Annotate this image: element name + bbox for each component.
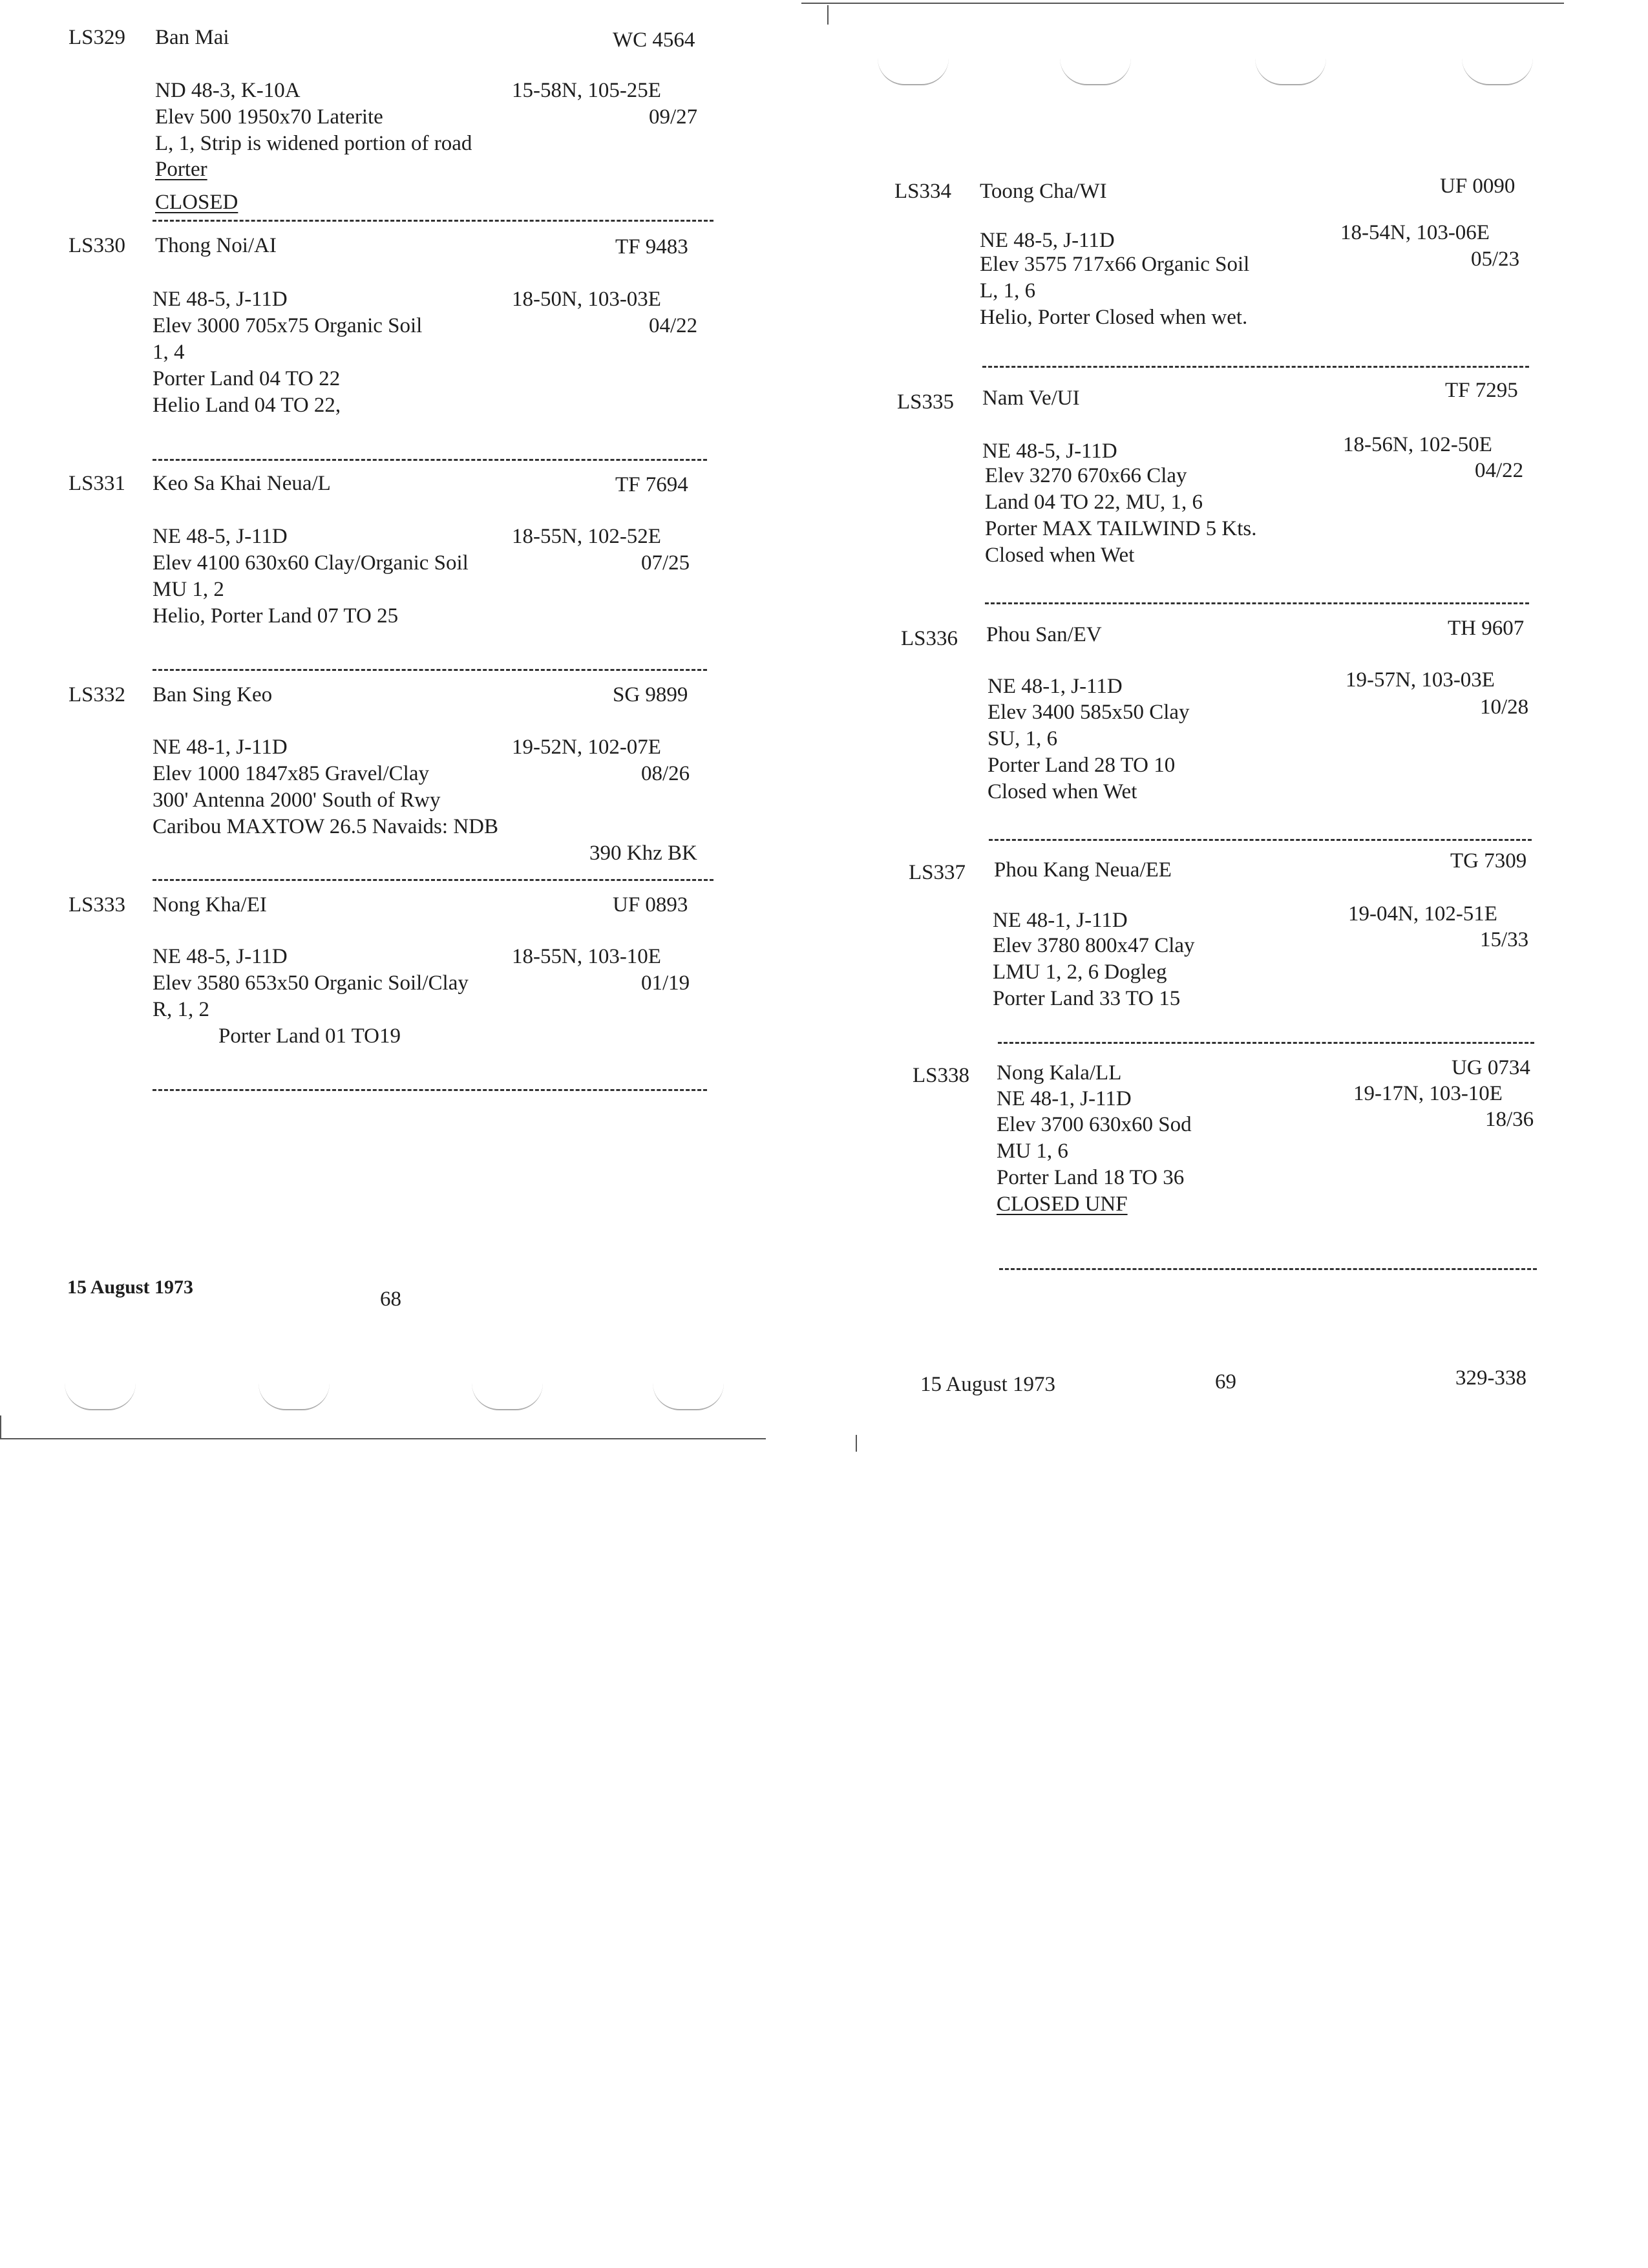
site-id: LS329: [69, 26, 126, 49]
site-id: LS336: [901, 627, 958, 650]
grid-reference: UG 0734: [1452, 1056, 1530, 1079]
map-sheet: ND 48-3, K-10A: [155, 79, 301, 102]
coordinates: 15-58N, 105-25E: [512, 79, 661, 102]
coordinates: 19-17N, 103-10E: [1353, 1082, 1503, 1105]
map-sheet: NE 48-5, J-11D: [153, 945, 288, 968]
remarks: 1, 4: [153, 341, 185, 364]
status: Closed when Wet: [988, 780, 1137, 803]
punch-hole-mark: [1462, 58, 1533, 85]
remarks: MU 1, 6: [997, 1139, 1068, 1163]
elevation-dimensions: Elev 3700 630x60 Sod: [997, 1113, 1192, 1136]
site-name: Nong Kala/LL: [997, 1061, 1122, 1085]
grid-reference: UF 0090: [1440, 175, 1516, 198]
runway-heading: 04/22: [649, 314, 698, 337]
grid-reference: TF 7694: [615, 473, 688, 496]
page-range: 329-338: [1455, 1366, 1527, 1390]
site-name: Phou Kang Neua/EE: [994, 858, 1172, 882]
separator: [985, 602, 1529, 604]
separator: [998, 1042, 1534, 1044]
site-id: LS337: [909, 861, 966, 884]
remarks: SU, 1, 6: [988, 727, 1058, 750]
page-edge-line: [801, 3, 1564, 4]
page-edge-line: [827, 5, 829, 25]
punch-hole-mark: [259, 1383, 330, 1410]
runway-heading: 10/28: [1480, 695, 1529, 719]
page-edge-line: [0, 1438, 766, 1439]
separator: [153, 669, 707, 671]
map-sheet: NE 48-1, J-11D: [153, 736, 288, 759]
site-name: Keo Sa Khai Neua/L: [153, 472, 331, 495]
runway-heading: 18/36: [1485, 1108, 1534, 1131]
page-edge-line: [856, 1435, 857, 1452]
punch-hole-mark: [653, 1383, 724, 1410]
remarks: LMU 1, 2, 6 Dogleg: [993, 960, 1167, 984]
site-name: Phou San/EV: [986, 623, 1102, 646]
runway-heading: 04/22: [1475, 459, 1524, 482]
aircraft-landing: Porter Land 04 TO 22: [153, 367, 341, 390]
navaid-frequency: 390 Khz BK: [589, 842, 697, 865]
elevation-dimensions: Elev 3270 670x66 Clay: [985, 464, 1187, 487]
punch-hole-mark: [1060, 58, 1131, 85]
remarks: R, 1, 2: [153, 998, 210, 1021]
site-name: Thong Noi/AI: [155, 234, 277, 257]
grid-reference: TF 9483: [615, 235, 688, 259]
coordinates: 19-57N, 103-03E: [1346, 668, 1495, 692]
site-id: LS338: [913, 1064, 970, 1087]
separator: [153, 879, 713, 881]
coordinates: 18-50N, 103-03E: [512, 288, 661, 311]
grid-reference: WC 4564: [613, 28, 695, 52]
map-sheet: NE 48-5, J-11D: [153, 525, 288, 548]
coordinates: 18-55N, 102-52E: [512, 525, 661, 548]
aircraft-landing: Helio, Porter Land 07 TO 25: [153, 604, 399, 628]
grid-reference: TH 9607: [1448, 617, 1525, 640]
coordinates: 18-56N, 102-50E: [1343, 433, 1492, 456]
site-name: Nong Kha/EI: [153, 893, 267, 917]
remarks: L, 1, 6: [980, 279, 1036, 302]
punch-hole-mark: [878, 58, 949, 85]
site-name: Ban Mai: [155, 26, 229, 49]
separator: [982, 366, 1529, 368]
coordinates: 19-04N, 102-51E: [1348, 902, 1497, 926]
separator: [999, 1268, 1537, 1270]
runway-heading: 07/25: [641, 551, 690, 575]
punch-hole-mark: [472, 1383, 543, 1410]
aircraft-landing: Porter Land 01 TO19: [218, 1024, 401, 1048]
elevation-dimensions: Elev 3580 653x50 Organic Soil/Clay: [153, 971, 469, 995]
page-number: 69: [1215, 1370, 1236, 1394]
grid-reference: TF 7295: [1445, 379, 1518, 402]
grid-reference: TG 7309: [1450, 849, 1527, 873]
page-number: 68: [380, 1288, 401, 1311]
separator: [989, 839, 1532, 841]
punch-hole-mark: [65, 1383, 136, 1410]
status: Closed when Wet: [985, 544, 1135, 567]
coordinates: 18-54N, 103-06E: [1340, 221, 1490, 244]
elevation-dimensions: Elev 4100 630x60 Clay/Organic Soil: [153, 551, 469, 575]
page-edge-line: [0, 1415, 1, 1439]
site-name: Nam Ve/UI: [982, 387, 1080, 410]
grid-reference: SG 9899: [613, 683, 688, 706]
runway-heading: 05/23: [1471, 248, 1520, 271]
separator: [153, 1089, 707, 1091]
map-sheet: NE 48-5, J-11D: [980, 229, 1115, 252]
aircraft-landing: Porter Land 33 TO 15: [993, 987, 1181, 1010]
remarks: Land 04 TO 22, MU, 1, 6: [985, 491, 1203, 514]
aircraft-navaids: Caribou MAXTOW 26.5 Navaids: NDB: [153, 815, 498, 838]
site-id: LS335: [897, 390, 955, 414]
separator: [153, 220, 713, 222]
map-sheet: NE 48-5, J-11D: [982, 440, 1117, 463]
coordinates: 18-55N, 103-10E: [512, 945, 661, 968]
footer-date: 15 August 1973: [920, 1373, 1056, 1396]
separator: [153, 459, 707, 461]
aircraft: Porter: [155, 158, 207, 181]
runway-heading: 01/19: [641, 971, 690, 995]
aircraft-landing: Porter Land 28 TO 10: [988, 754, 1176, 777]
map-sheet: NE 48-1, J-11D: [988, 675, 1123, 698]
remarks: 300' Antenna 2000' South of Rwy: [153, 789, 441, 812]
site-id: LS331: [69, 472, 126, 495]
remarks: L, 1, Strip is widened portion of road: [155, 132, 472, 155]
aircraft-remarks: Helio, Porter Closed when wet.: [980, 306, 1248, 329]
coordinates: 19-52N, 102-07E: [512, 736, 661, 759]
aircraft-landing: Porter Land 18 TO 36: [997, 1166, 1185, 1189]
aircraft-landing: Helio Land 04 TO 22,: [153, 394, 341, 417]
map-sheet: NE 48-1, J-11D: [997, 1087, 1132, 1110]
map-sheet: NE 48-5, J-11D: [153, 288, 288, 311]
site-name: Ban Sing Keo: [153, 683, 273, 706]
aircraft-remarks: Porter MAX TAILWIND 5 Kts.: [985, 517, 1257, 540]
elevation-dimensions: Elev 3575 717x66 Organic Soil: [980, 253, 1250, 276]
remarks: MU 1, 2: [153, 578, 224, 601]
runway-heading: 08/26: [641, 762, 690, 785]
elevation-dimensions: Elev 500 1950x70 Laterite: [155, 105, 383, 129]
elevation-dimensions: Elev 3400 585x50 Clay: [988, 701, 1190, 724]
site-id: LS332: [69, 683, 126, 706]
footer-date: 15 August 1973: [67, 1277, 194, 1298]
elevation-dimensions: Elev 3780 800x47 Clay: [993, 934, 1195, 957]
status: CLOSED: [155, 191, 238, 214]
elevation-dimensions: Elev 3000 705x75 Organic Soil: [153, 314, 423, 337]
site-id: LS333: [69, 893, 126, 917]
status: CLOSED UNF: [997, 1192, 1128, 1216]
map-sheet: NE 48-1, J-11D: [993, 909, 1128, 932]
site-name: Toong Cha/WI: [980, 180, 1107, 203]
elevation-dimensions: Elev 1000 1847x85 Gravel/Clay: [153, 762, 430, 785]
site-id: LS334: [894, 180, 952, 203]
punch-hole-mark: [1255, 58, 1326, 85]
runway-heading: 09/27: [649, 105, 698, 129]
grid-reference: UF 0893: [613, 893, 688, 917]
runway-heading: 15/33: [1480, 928, 1529, 951]
site-id: LS330: [69, 234, 126, 257]
